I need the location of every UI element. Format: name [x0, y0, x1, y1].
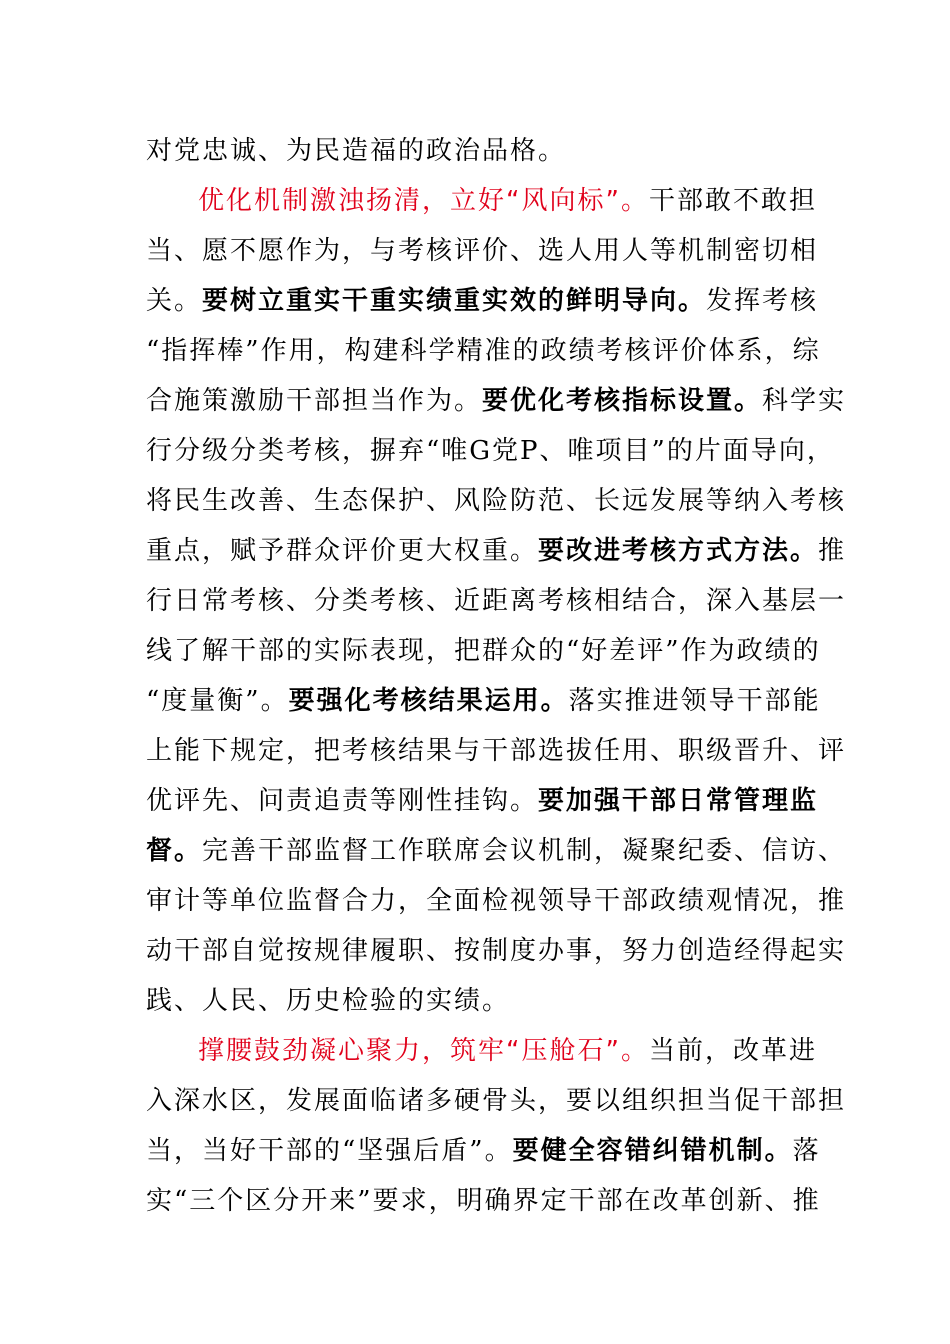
- paragraph-line: [146, 576, 847, 626]
- paragraph-line: [146, 776, 819, 826]
- section-heading: 优化机制激浊扬清，立好“风向标”。: [198, 186, 649, 216]
- section-heading: 撑腰鼓劲凝心聚力，筑牢“压舱石”。: [198, 1036, 649, 1066]
- bold-point: 要树立重实干重实绩重实效的鲜明导向。: [202, 286, 707, 316]
- body-text: “度量衡”。: [146, 686, 289, 716]
- paragraph-line: [146, 176, 817, 226]
- body-text: 审计等单位监督合力，全面检视领导干部政绩观情况，推: [146, 886, 847, 916]
- body-text: 推: [818, 536, 847, 566]
- paragraph-line: [146, 726, 847, 776]
- paragraph-line: [146, 326, 821, 376]
- body-text: 将民生改善、生态保护、风险防范、长远发展等纳入考核: [146, 486, 847, 516]
- body-text: 科学实: [762, 386, 847, 416]
- paragraph-line: [146, 926, 847, 976]
- body-text: 线了解干部的实际表现，把群众的“好差评”作为政绩的: [146, 636, 821, 666]
- document-body: [146, 126, 847, 1226]
- body-text: 干部敢不敢担: [648, 186, 817, 216]
- paragraph-line: [146, 676, 821, 726]
- body-text: 优评先、问责追责等刚性挂钩。: [146, 786, 539, 816]
- body-text: 行分级分类考核，摒弃“唯G党P、唯项目”的片面导向，: [146, 436, 835, 466]
- paragraph-line: [146, 1026, 817, 1076]
- paragraph-line: [146, 476, 847, 526]
- body-text: 对党忠诚、为民造福的政治品格。: [146, 136, 567, 166]
- body-text: 合施策激励干部担当作为。: [146, 386, 483, 416]
- body-text: “指挥棒”作用，构建科学精准的政绩考核评价体系，综: [146, 336, 821, 366]
- paragraph-line: [146, 1176, 821, 1226]
- bold-point: 要强化考核结果运用。: [288, 686, 569, 716]
- body-text: 落: [792, 1136, 821, 1166]
- body-text: 当、愿不愿作为，与考核评价、选人用人等机制密切相: [146, 236, 819, 266]
- body-text: 完善干部监督工作联席会议机制，凝聚纪委、信访、: [202, 836, 847, 866]
- body-text: 落实推进领导干部能: [568, 686, 821, 716]
- paragraph-line: [146, 826, 847, 876]
- body-text: 当，当好干部的“坚强后盾”。: [146, 1136, 513, 1166]
- body-text: 发挥考核: [706, 286, 819, 316]
- paragraph-line: [146, 626, 821, 676]
- paragraph-line: [146, 376, 847, 426]
- paragraph-line: [146, 426, 835, 476]
- paragraph-line: [146, 526, 847, 576]
- body-text: 当前，改革进: [648, 1036, 817, 1066]
- bold-point: 要加强干部日常管理监: [538, 786, 819, 816]
- body-text: 实“三个区分开来”要求，明确界定干部在改革创新、推: [146, 1186, 821, 1216]
- paragraph-line: [146, 276, 819, 326]
- paragraph-line: [146, 226, 819, 276]
- paragraph-line: [146, 126, 808, 176]
- body-text: 上能下规定，把考核结果与干部选拔任用、职级晋升、评: [146, 736, 847, 766]
- body-text: 重点，赋予群众评价更大权重。: [146, 536, 539, 566]
- body-text: 关。: [146, 286, 203, 316]
- body-text: 动干部自觉按规律履职、按制度办事，努力创造经得起实: [146, 936, 847, 966]
- paragraph-line: [146, 876, 847, 926]
- paragraph-line: [146, 1076, 847, 1126]
- bold-point: 要改进考核方式方法。: [538, 536, 819, 566]
- bold-point: 要优化考核指标设置。: [482, 386, 763, 416]
- body-text: 入深水区，发展面临诸多硬骨头，要以组织担当促干部担: [146, 1086, 847, 1116]
- bold-point: 督。: [146, 836, 203, 866]
- body-text: 践、人民、历史检验的实绩。: [146, 986, 511, 1016]
- body-text: 行日常考核、分类考核、近距离考核相结合，深入基层一: [146, 586, 847, 616]
- paragraph-line: [146, 976, 808, 1026]
- bold-point: 要健全容错纠错机制。: [512, 1136, 793, 1166]
- paragraph-line: [146, 1126, 821, 1176]
